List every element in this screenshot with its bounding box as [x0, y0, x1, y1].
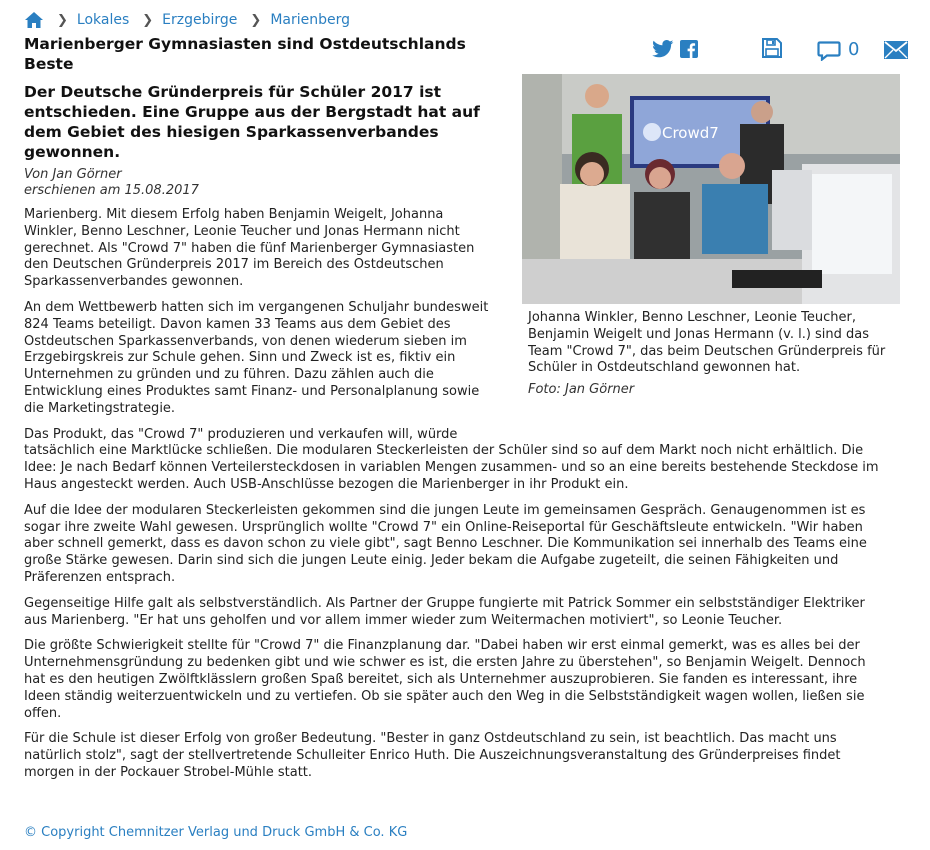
article-paragraph: An dem Wettbewerb hatten sich im vergangenen Schuljahr bundesweit 824 Teams beteiligt. Davon kamen 33 Teams aus dem Gebiet des Ostdeutschen Sparkassenverbands, von denen wiederum sieben im Erzgebirgskreis zur Schule gehen. Sinn und Zweck ist es, fiktiv ein Unternehmen zu gründen und zu führen. Dazu zählen auch die Entwicklung eines Produktes samt Finanz- und Personalplanung sowie die Marketingstrategie. [24, 299, 489, 416]
article-body [24, 207, 890, 791]
chevron-right-icon: ❯ [57, 12, 68, 28]
chevron-right-icon: ❯ [142, 12, 154, 28]
article-paragraph: Das Produkt, das "Crowd 7" produzieren und verkaufen will, würde tatsächlich eine Marktlücke schließen. Die modularen Steckerleisten der Schüler sind so auf dem Markt noch nicht erhältlich. Die Idee: Je nach Bedarf können Verteilersteckdosen in variablen Mengen zusammen- und so an eine bereits bestehende Steckdose im Haus angesteckt werden. Auch USB-Anschlüsse bezogen die Marienberger in ihr Produkt ein. [24, 426, 879, 492]
chevron-right-icon: ❯ [250, 12, 262, 28]
article-paragraph: Marienberg. Mit diesem Erfolg haben Benjamin Weigelt, Johanna Winkler, Benno Leschner, Leonie Teucher und Jonas Hermann nicht gerechnet. Als "Crowd 7" haben die fünf Marienberger Gymnasiasten den Deutschen Gründerpreis 2017 im Bereich des Ostdeutschen Sparkassenverbandes gewonnen. [24, 207, 475, 290]
twitter-icon[interactable] [652, 40, 674, 62]
article-paragraph: Auf die Idee der modularen Steckerleisten gekommen sind die jungen Leute im gemeinsamen Gespräch. Genaugenommen ist es sogar ihre zweite Wahl gewesen. Ursprünglich wollte "Crowd 7" ein Online-Reiseportal für Geschäftsleute entwickeln. "Wir haben aber schnell gemerkt, dass es davon schon zu viele gibt", sagt Benno Leschner. Die Kommunikation sei innerhalb des Teams eine große Stärke gewesen. Darin sind sich die jungen Leute einig. Jeder bekam die Aufgabe zugeteilt, die seinen Fähigkeiten und Präferenzen entsprach. [24, 502, 867, 585]
home-icon[interactable] [24, 11, 44, 29]
article-paragraph: Für die Schule ist dieser Erfolg von großer Bedeutung. "Bester in ganz Ostdeutschland zu sein, ist beachtlich. Das macht uns natürlich stolz", sagt der stellvertretende Schulleiter Enrico Huth. Die Auszeichnungsveranstaltung des Gründerpreises findet morgen in der Pockauer Strobel-Mühle statt. [24, 731, 841, 780]
breadcrumb-item-marienberg[interactable]: Marienberg [270, 12, 351, 28]
comment-count[interactable]: 0 [848, 39, 860, 60]
share-toolbar [652, 36, 908, 64]
copyright-link[interactable]: © Copyright Chemnitzer Verlag und Druck GmbH & Co. KG [24, 825, 408, 840]
article-paragraph: Die größte Schwierigkeit stellte für "Crowd 7" die Finanzplanung dar. "Dabei haben wir erst einmal gemerkt, was es alles bei der Unternehmensgründung zu bedenken gibt und wie schwer es ist, die ersten Jahre zu überstehen", so Benjamin Weigelt. Dennoch hat es den heutigen Zwölftklässlern großen Spaß bereitet, sich als Unternehmer auszuprobieren. Sie fanden es interessant, ihre Ideen ständig weiterzuentwickeln und zu vertiefen. Ob sie später auch den Weg in die Selbstständigkeit wagen wollen, ließen sie offen. [24, 638, 866, 721]
comment-icon[interactable] [817, 41, 841, 65]
save-icon[interactable] [762, 38, 782, 62]
mail-icon[interactable] [884, 41, 908, 63]
photo-credit: Foto: Jan Görner [528, 382, 635, 398]
article-title: Marienberger Gymnasiasten sind Ostdeutschlands Beste [24, 35, 466, 73]
article-lead: Der Deutsche Gründerpreis für Schüler 2017 ist entschieden. Eine Gruppe aus der Bergstadt hat auf dem Gebiet des hiesigen Sparkassenverbandes gewonnen. [24, 83, 480, 161]
article-paragraph: Gegenseitige Hilfe galt als selbstverständlich. Als Partner der Gruppe fungierte mit Patrick Sommer ein selbstständiger Elektriker aus Marienberg. "Er hat uns geholfen und vor allem immer wieder zum Weitermachen motiviert", so Leonie Teucher. [24, 595, 865, 628]
photo-caption: Johanna Winkler, Benno Leschner, Leonie Teucher, Benjamin Weigelt und Jonas Hermann (v. l.) sind das Team "Crowd 7", das beim Deutschen Gründerpreis für Schüler in Ostdeutschland gewonnen hat. [528, 310, 886, 376]
breadcrumb-item-lokales[interactable]: Lokales [76, 12, 130, 28]
breadcrumb-item-erzgebirge[interactable]: Erzgebirge [162, 12, 238, 28]
publish-date: erschienen am 15.08.2017 [24, 183, 199, 198]
screen-logo-text: Crowd7 [662, 124, 719, 142]
author-byline: Von Jan Görner [24, 167, 122, 182]
breadcrumb [24, 8, 350, 32]
facebook-icon[interactable] [680, 40, 698, 62]
article-meta [24, 167, 199, 199]
